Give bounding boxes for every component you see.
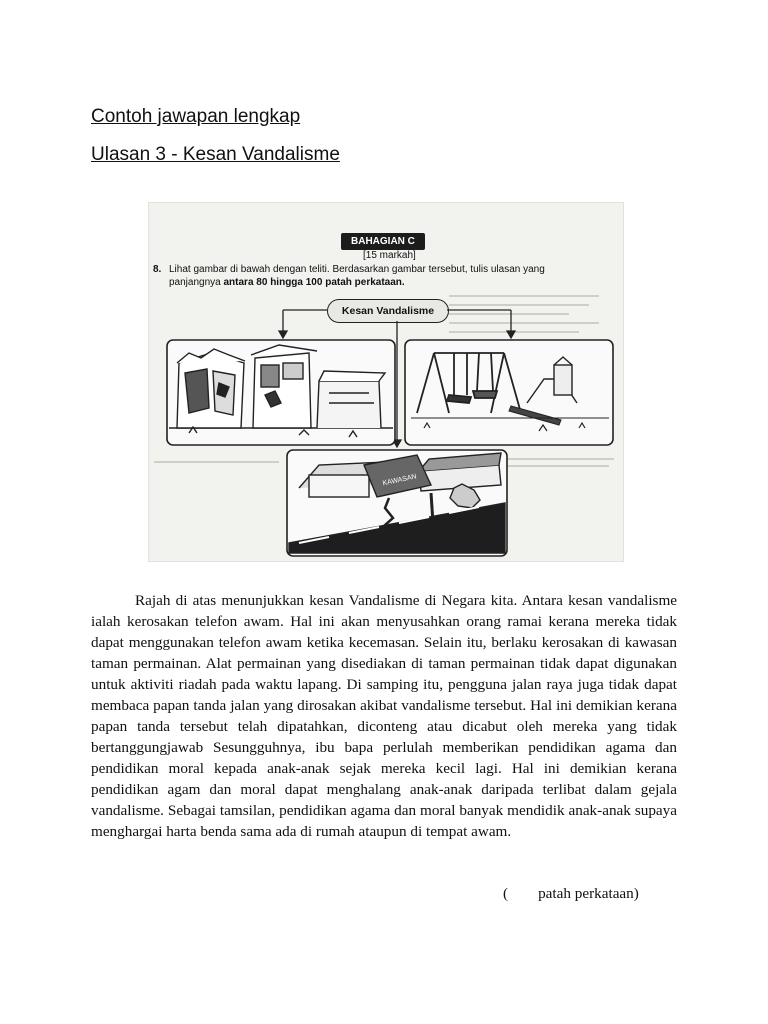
topic-box: Kesan Vandalisme [327, 299, 449, 323]
section-badge: BAHAGIAN C [341, 233, 425, 250]
question-instruction-line1: Lihat gambar di bawah dengan teliti. Berdasarkan gambar tersebut, tulis ulasan yang [169, 264, 545, 275]
svg-text:KAWASAN: KAWASAN [382, 473, 418, 488]
question-number: 8. [153, 264, 162, 275]
essay-paragraph [91, 590, 677, 842]
vandalism-illustration [149, 203, 623, 561]
instruction-line2-bold: antara 80 hingga 100 patah perkataan. [223, 277, 405, 288]
word-count-label: patah perkataan) [538, 885, 639, 902]
vandalised-playground-panel [405, 340, 613, 445]
essay-text: Rajah di atas menunjukkan kesan Vandalisme di Negara kita. Antara kesan vandalisme ialah kerosakan telefon awam. Hal ini akan menyusahkan orang ramai kerana mereka tidak dapat menggunakan telefon awam ketika kecemasan. Selain itu, berlaku kerosakan di kawasan taman permainan. Alat permainan yang disediakan di taman permainan tidak dapat digunakan untuk aktiviti riadah pada waktu lapang. Di samping itu, pengguna jalan raya juga tidak dapat membaca papan tanda jalan yang dirosakan akibat vandalisme tersebut. Hal ini demikian kerana papan tanda tersebut telah dipatahkan, diconteng atau dicabut oleh mereka yang tidak bertanggungjawab Sesungguhnya, ibu bapa perlulah memberikan pendidikan agama dan pendidikan moral kepada anak-anak sejak mereka kecil lagi. Hal ini demikian kerana pendidikan agam dan moral dapat menghalang anak-anak daripada terlibat dalam gejala vandalisme. Sebagai tamsilan, pendidikan agama dan moral banyak mendidik anak-anak supaya menghargai harta benda sama ada di rumah ataupun di tempat awam. [91, 592, 677, 840]
word-count-open: ( [503, 885, 509, 902]
marks-label: [15 markah] [363, 250, 416, 261]
instruction-line2-start: panjangnya [169, 277, 224, 288]
exam-question-scan [148, 202, 624, 562]
word-count-line [503, 885, 639, 903]
page-heading: Contoh jawapan lengkap [91, 106, 301, 127]
page-subheading: Ulasan 3 - Kesan Vandalisme [91, 144, 340, 165]
